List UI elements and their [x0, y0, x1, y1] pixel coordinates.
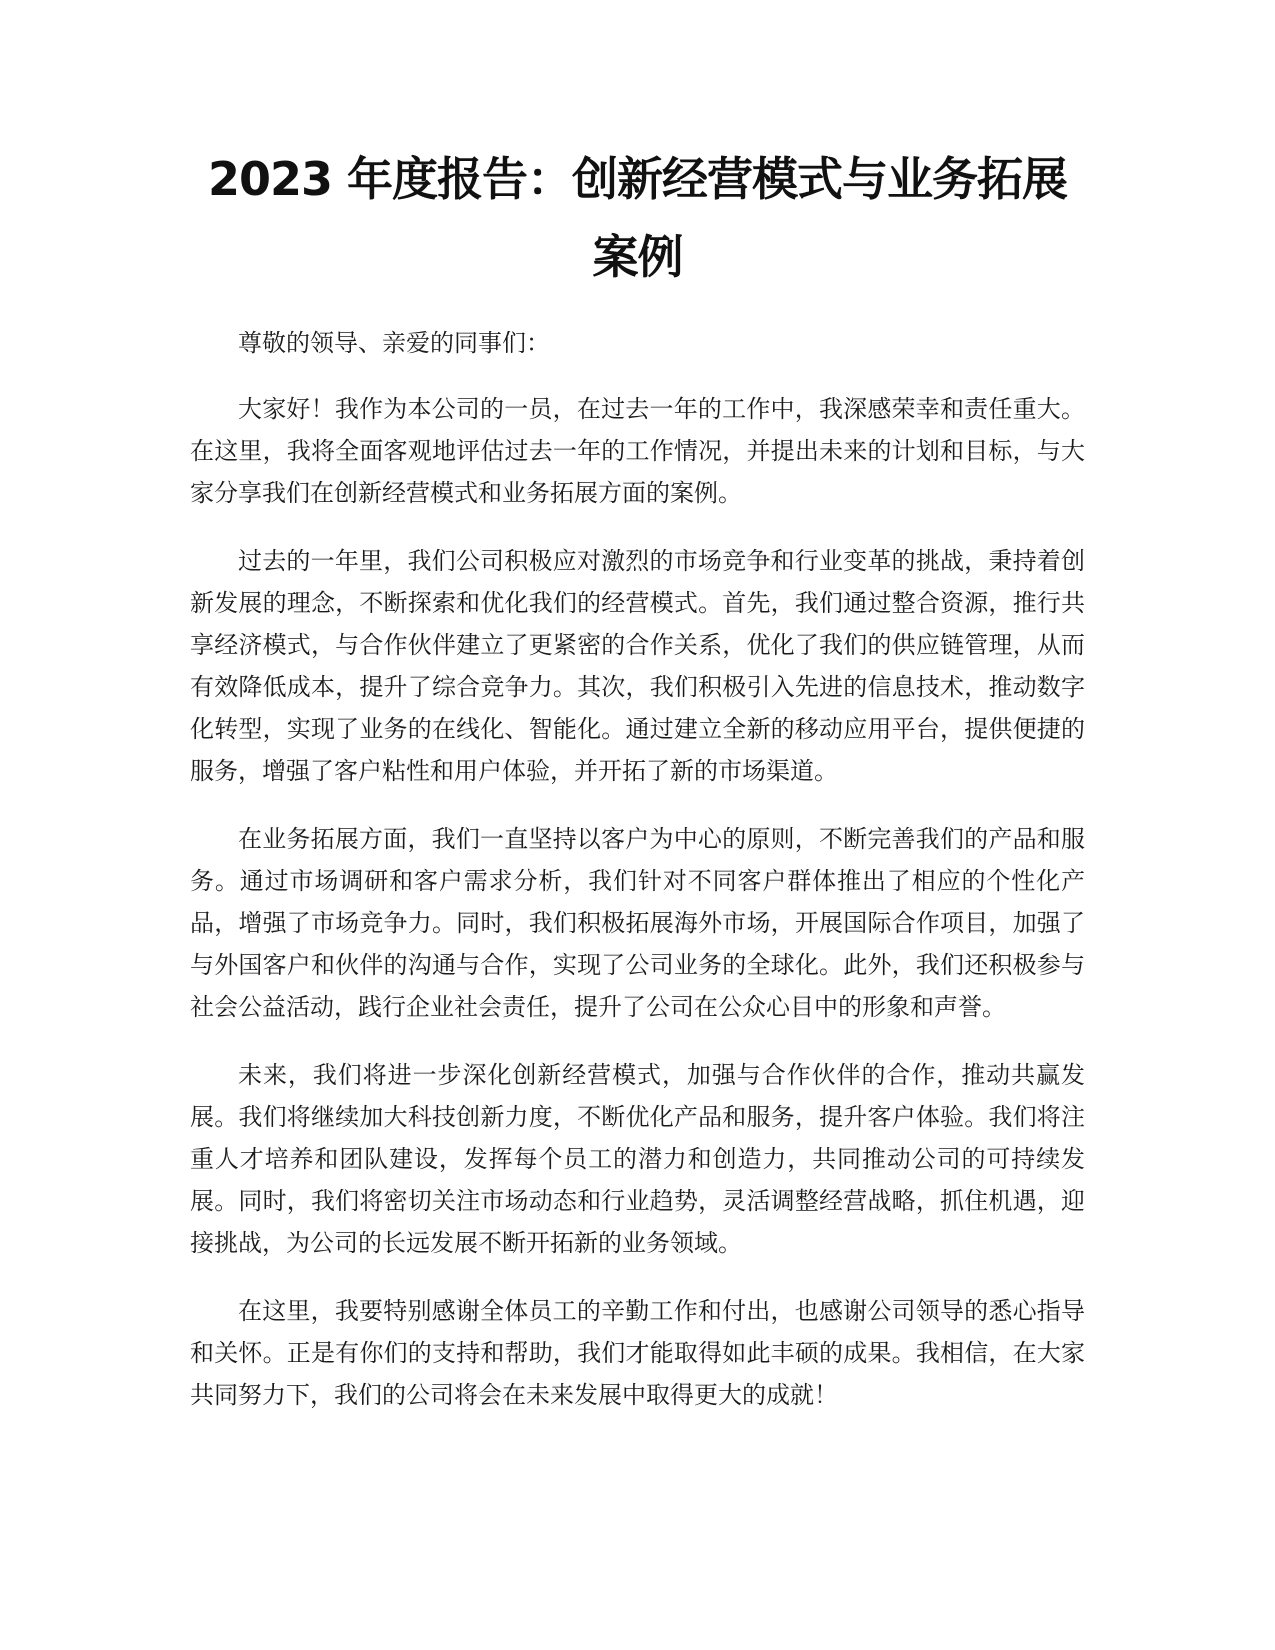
paragraph-3: 在业务拓展方面，我们一直坚持以客户为中心的原则，不断完善我们的产品和服务。通过市场调研和客户需求分析，我们针对不同客户群体推出了相应的个性化产品，增强了市场竞争力。同时，我们积极拓展海外市场，开展国际合作项目，加强了与外国客户和伙伴的沟通与合作，实现了公司业务的全球化。此外，我们还积极参与社会公益活动，践行企业社会责任，提升了公司在公众心目中的形象和声誉。	[190, 825, 1085, 1021]
paragraph-1: 大家好！我作为本公司的一员，在过去一年的工作中，我深感荣幸和责任重大。在这里，我将全面客观地评估过去一年的工作情况，并提出未来的计划和目标，与大家分享我们在创新经营模式和业务拓展方面的案例。	[190, 395, 1085, 507]
paragraph-5: 在这里，我要特别感谢全体员工的辛勤工作和付出，也感谢公司领导的悉心指导和关怀。正是有你们的支持和帮助，我们才能取得如此丰硕的成果。我相信，在大家共同努力下，我们的公司将会在未来发展中取得更大的成就！	[190, 1297, 1085, 1409]
paragraph-4: 未来，我们将进一步深化创新经营模式，加强与合作伙伴的合作，推动共赢发展。我们将继续加大科技创新力度，不断优化产品和服务，提升客户体验。我们将注重人才培养和团队建设，发挥每个员工的潜力和创造力，共同推动公司的可持续发展。同时，我们将密切关注市场动态和行业趋势，灵活调整经营战略，抓住机遇，迎接挑战，为公司的长远发展不断开拓新的业务领域。	[190, 1061, 1085, 1257]
document-body	[190, 322, 1085, 1416]
document-title: 2023 年度报告：创新经营模式与业务拓展案例	[207, 152, 1068, 284]
paragraph-2: 过去的一年里，我们公司积极应对激烈的市场竞争和行业变革的挑战，秉持着创新发展的理念，不断探索和优化我们的经营模式。首先，我们通过整合资源，推行共享经济模式，与合作伙伴建立了更紧密的合作关系，优化了我们的供应链管理，从而有效降低成本，提升了综合竞争力。其次，我们积极引入先进的信息技术，推动数字化转型，实现了业务的在线化、智能化。通过建立全新的移动应用平台，提供便捷的服务，增强了客户粘性和用户体验，并开拓了新的市场渠道。	[190, 547, 1085, 785]
salutation: 尊敬的领导、亲爱的同事们：	[238, 329, 550, 357]
